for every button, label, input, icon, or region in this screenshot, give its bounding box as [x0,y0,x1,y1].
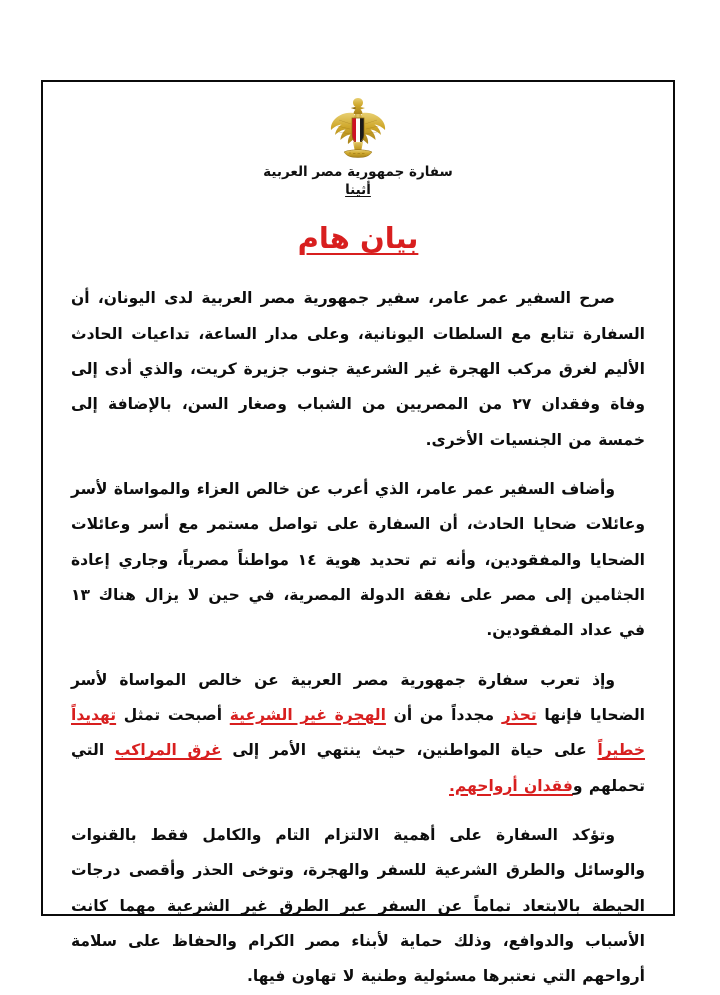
paragraph-1: صرح السفير عمر عامر، سفير جمهورية مصر العربية لدى اليونان، أن السفارة تتابع مع السلطات اليونانية، وعلى مدار الساعة، تداعيات الحادث الأليم لغرق مركب الهجرة غير الشرعية جنوب جزيرة كريت، والذي أدى إلى وفاة وفقدان ٢٧ من المصريين من الشباب وصغار السن، بالإضافة إلى خمسة من الجنسيات الأخرى. [71,289,645,449]
organization-city: أثينا [345,182,371,199]
emphasis-run: تحذر [501,706,537,725]
organization-name: سفارة جمهورية مصر العربية [263,164,453,180]
emphasis-run: تهديداً خطيراً [71,706,645,760]
paragraph-4: وتؤكد السفارة على أهمية الالتزام التام والكامل فقط بالقنوات والوسائل والطرق الشرعية للسفر والهجرة، وتوخى الحذر وأقصى درجات الحيطة بالابتعاد تماماً عن السفر عبر الطرق غير الشرعية مهما كانت الأسباب والدوافع، وذلك حماية لأبناء مصر الكرام والحفاظ على سلامة أرواحهم التي نعتبرها مسئولية وطنية لا تهاون فيها. [71,826,645,986]
emphasis-run: الهجرة غير الشرعية [229,706,386,725]
document-frame [41,80,675,986]
document-content [43,82,673,986]
emphasis-run: غرق المراكب [114,741,222,760]
eagle-of-saladin-emblem [329,96,387,162]
egypt-flag-shield [352,118,364,144]
document-body [71,281,645,994]
paragraph-2: وأضاف السفير عمر عامر، الذي أعرب عن خالص العزاء والمواساة لأسر وعائلات ضحايا الحادث، أن السفارة على تواصل مستمر مع أسر وعائلات الضحايا والمفقودين، وأنه تم تحديد هوية ١٤ مواطناً مصرياً، وجاري إعادة الجثامين إلى مصر على نفقة الدولة المصرية، في حين لا يزال هناك ١٣ في عداد المفقودين. [71,480,645,640]
page-title: بيان هام [297,221,419,256]
paragraph-3: وإذ تعرب سفارة جمهورية مصر العربية عن خالص المواساة لأسر الضحايا فإنها تحذر مجدداً من أن الهجرة غير الشرعية أصبحت تمثل تهديداً خطيراً على حياة المواطنين، حيث ينتهي الأمر إلى غرق المراكب التي تحملهم وفقدان أرواحهم. [71,670,645,795]
emphasis-run: فقدان أرواحهم. [449,776,573,795]
letterhead [71,96,645,199]
